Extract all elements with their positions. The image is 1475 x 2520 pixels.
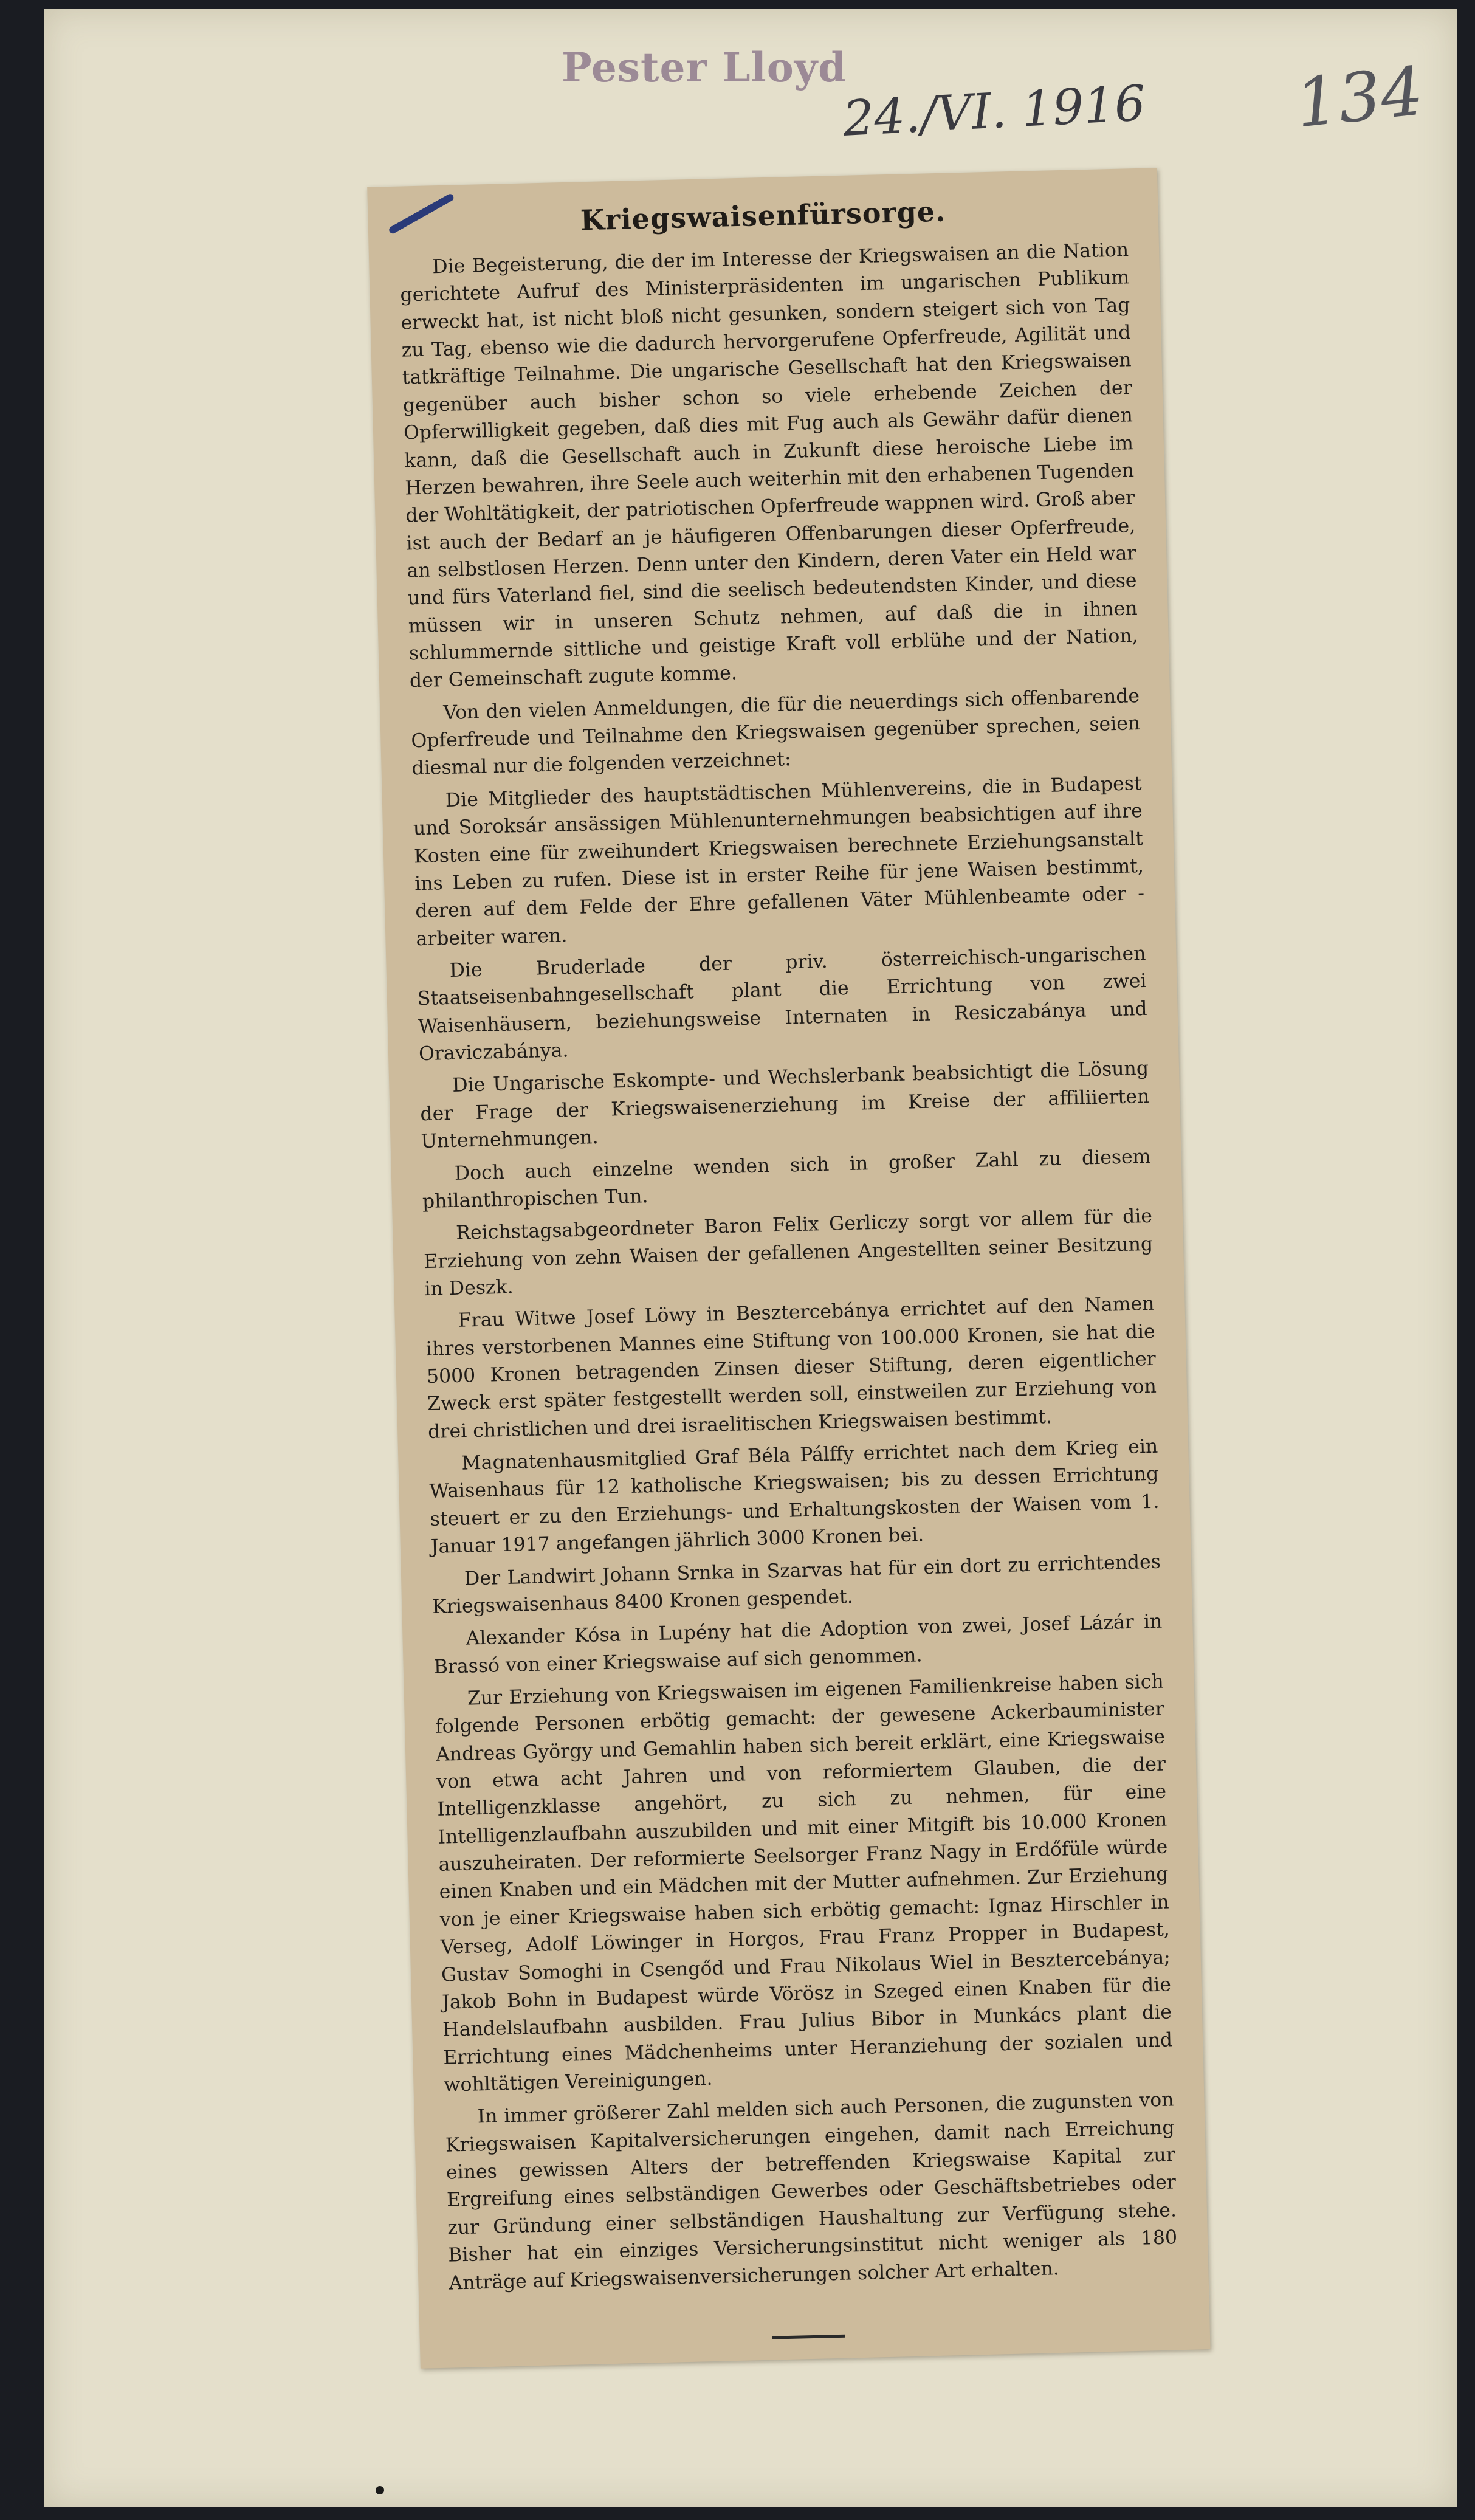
article-paragraph: Die Mitglieder des hauptstädtischen Mühlenvereins, die in Budapest und Soroksár ansässigen Mühlenunternehmungen beabsichtigen auf ihre Kosten eine für zweihundert Kriegswaisen berechnete Erziehungsanstalt ins Leben zu rufen. Diese ist in erster Reihe für jene Waisen bestimmt, deren auf dem Felde der Ehre gefallenen Väter Mühlenbeamte oder -arbeiter waren. <box>413 772 1145 950</box>
handwritten-archive-number: 134 <box>1291 52 1428 143</box>
end-rule <box>772 2335 845 2339</box>
newspaper-clipping <box>367 168 1210 2369</box>
article-paragraph: Magnatenhausmitglied Graf Béla Pálffy errichtet nach dem Krieg ein Waisenhaus für 12 katholische Kriegswaisen; bis zu dessen Errichtung steuert er zu den Erziehungs- und Erhaltungskosten der Waisen vom 1. Januar 1917 angefangen jährlich 3000 Kronen bei. <box>429 1435 1160 1558</box>
article-paragraph: In immer größerer Zahl melden sich auch Personen, die zugunsten von Kriegswaisen Kapitalversicherungen eingehen, damit nach Erreichung eines gewissen Alters der betreffenden Kriegswaise Kapital zur Ergreifung eines selbständigen Gewerbes oder Geschäftsbetriebes oder zur Gründung einer selbständigen Haushaltung zur Verfügung stehe. Bisher hat ein einziges Versicherungsinstitut nicht weniger als 180 Anträge auf Kriegswaisenversicherungen solcher Art erhalten. <box>445 2088 1178 2295</box>
handwritten-date: 24./VI. 1916 <box>841 75 1147 147</box>
article-paragraph: Der Landwirt Johann Srnka in Szarvas hat für ein dort zu errichtendes Kriegswaisenhaus 8400 Kronen gespendet. <box>431 1551 1161 1618</box>
article-paragraph: Zur Erziehung von Kriegswaisen im eigenen Familienkreise haben sich folgende Personen erbötig gemacht: der gewesene Ackerbauminister Andreas György und Gemahlin haben sich bereit erklärt, eine Kriegswaise von etwa acht Jahren und von reformiertem Glauben, die der Intelligenzklasse angehört, zu sich zu nehmen, für eine Intelligenzlaufbahn auszubilden und mit einer Mitgift bis 10.000 Kronen auszuheiraten. Der reformierte Seelsorger Franz Nagy in Erdőfüle würde einen Knaben und ein Mädchen mit der Mutter aufnehmen. Zur Erziehung von je einer Kriegswaise haben sich erbötig gemacht: Ignaz Hirschler in Verseg, Adolf Löwinger in Horgos, Frau Franz Propper in Budapest, Gustav Somoghi in Csengőd und Frau Nikolaus Wiel in Besztercebánya; Jakob Bohn in Budapest würde Vörösz in Szeged einen Knaben für die Handelslaufbahn ausbilden. Frau Julius Bibor in Munkács plant die Errichtung eines Mädchenheims unter Heranziehung der sozialen und wohltätigen Vereinigungen. <box>435 1670 1173 2096</box>
article-paragraph: Die Bruderlade der priv. österreichisch-ungarischen Staatseisenbahngesellschaft plant die Errichtung von zwei Waisenhäusern, beziehungsweise Internaten in Resiczabánya und Oraviczabánya. <box>417 942 1148 1065</box>
article-paragraph: Alexander Kósa in Lupény hat die Adoption von zwei, Josef Lázár in Brassó von einer Kriegswaise auf sich genommen. <box>433 1610 1163 1678</box>
article-body <box>399 236 1178 2297</box>
article-title: Kriegswaisenfürsorge. <box>580 195 946 237</box>
article-paragraph: Von den vielen Anmeldungen, die für die neuerdings sich offenbarende Opferfreude und Teilnahme den Kriegswaisen gegenüber sprechen, seien diesmal nur die folgenden verzeichnet: <box>411 684 1141 780</box>
article-paragraph: Die Begeisterung, die der im Interesse der Kriegswaisen an die Nation gerichtete Aufruf des Ministerpräsidenten im ungarischen Publikum erweckt hat, ist nicht bloß nicht gesunken, sondern steigert sich von Tag zu Tag, ebenso wie die dadurch hervorgerufene Opferfreude, Agilität und tatkräftige Teilnahme. Die ungarische Gesellschaft hat den Kriegswaisen gegenüber auch bisher schon so viele erhebende Zeichen der Opferwilligkeit gegeben, daß dies mit Fug auch als Gewähr dafür dienen kann, daß die Gesellschaft auch in Zukunft diese heroische Liebe im Herzen bewahren, ihre Seele auch weiterhin mit den erhabenen Tugenden der Wohltätigkeit, der patriotischen Opferfreude wappnen wird. Groß aber ist auch der Bedarf an je häufigeren Offenbarungen dieser Opferfreude, an selbstlosen Herzen. Denn unter den Kindern, deren Vater ein Held war und fürs Vaterland fiel, sind die seelisch bedeutendsten Kinder, und diese müssen wir in unseren Schutz nehmen, auf daß die in ihnen schlummernde sittliche und geistige Kraft voll erblühe und der Nation, der Gemeinschaft zugute komme. <box>400 239 1139 692</box>
article-paragraph: Frau Witwe Josef Löwy in Besztercebánya errichtet auf den Namen ihres verstorbenen Mannes eine Stiftung von 100.000 Kronen, sie hat die 5000 Kronen betragenden Zinsen dieser Stiftung, deren eigentlicher Zweck erst später festgestellt werden soll, einstweilen zur Erziehung von drei christlichen und drei israelitischen Kriegswaisen bestimmt. <box>425 1293 1157 1443</box>
article-paragraph: Reichstagsabgeordneter Baron Felix Gerliczy sorgt vor allem für die Erziehung von zehn Waisen der gefallenen Angestellten seiner Besitzung in Deszk. <box>423 1205 1154 1301</box>
article-paragraph: Doch auch einzelne wenden sich in großer Zahl zu diesem philanthropischen Tun. <box>422 1145 1151 1213</box>
article-paragraph: Die Ungarische Eskompte- und Wechslerbank beabsichtigt die Lösung der Frage der Kriegswaisenerziehung im Kreise der affiliierten Unternehmungen. <box>420 1058 1150 1153</box>
ink-dot <box>376 2486 384 2494</box>
newspaper-stamp: Pester Lloyd <box>562 44 847 91</box>
